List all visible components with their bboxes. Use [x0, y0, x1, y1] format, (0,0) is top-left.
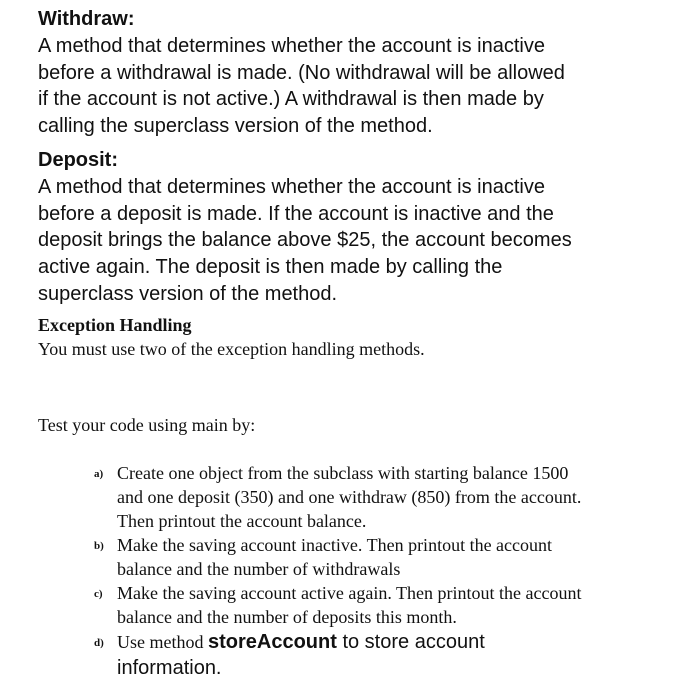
test-step-a — [94, 461, 654, 533]
deposit-line: before a deposit is made. If the account is inactive and the — [38, 202, 554, 225]
test-step-b — [94, 533, 654, 581]
withdraw-line: calling the superclass version of the method. — [38, 115, 433, 138]
withdraw-line: A method that determines whether the account is inactive — [38, 35, 545, 57]
step-d-prefix: Use method — [117, 632, 208, 652]
withdraw-line: before a withdrawal is made. (No withdrawal will be allowed — [38, 61, 565, 84]
test-step-c — [94, 581, 654, 629]
test-step-line: information. — [117, 657, 222, 679]
step-d-suffix: to store account — [336, 631, 485, 653]
deposit-description — [38, 174, 658, 308]
list-marker: c) — [94, 588, 103, 600]
exception-handling-text: You must use two of the exception handling methods. — [38, 339, 425, 359]
list-marker: b) — [94, 540, 104, 552]
test-intro: Test your code using main by: — [38, 415, 256, 435]
deposit-line: active again. The deposit is then made by calling the — [38, 256, 503, 279]
list-marker: a) — [94, 468, 104, 480]
test-steps-list — [94, 461, 654, 681]
test-step-line: and one deposit (350) and one withdraw (850) from the account. — [117, 487, 582, 507]
test-step-line: balance and the number of deposits this month. — [117, 607, 457, 627]
test-step-d — [94, 629, 654, 681]
withdraw-heading: Withdraw: — [38, 8, 135, 30]
test-step-line: Make the saving account inactive. Then printout the account — [117, 535, 553, 555]
test-step-line: Then printout the account balance. — [117, 511, 367, 531]
deposit-line: superclass version of the method. — [38, 282, 338, 305]
store-account-method: storeAccount — [207, 631, 337, 653]
deposit-line: A method that determines whether the account is inactive — [38, 176, 545, 198]
withdraw-description — [38, 33, 658, 140]
test-step-line: Make the saving account active again. Then printout the account — [117, 583, 582, 603]
test-step-line: Create one object from the subclass with starting balance 1500 — [117, 463, 569, 483]
deposit-line: deposit brings the balance above $25, the account becomes — [38, 229, 572, 252]
withdraw-line: if the account is not active.) A withdrawal is then made by — [38, 88, 544, 111]
test-step-line — [117, 629, 654, 655]
deposit-heading: Deposit: — [38, 149, 118, 171]
test-step-line: balance and the number of withdrawals — [117, 559, 401, 579]
list-marker: d) — [94, 637, 104, 649]
exception-handling-heading: Exception Handling — [38, 315, 192, 335]
